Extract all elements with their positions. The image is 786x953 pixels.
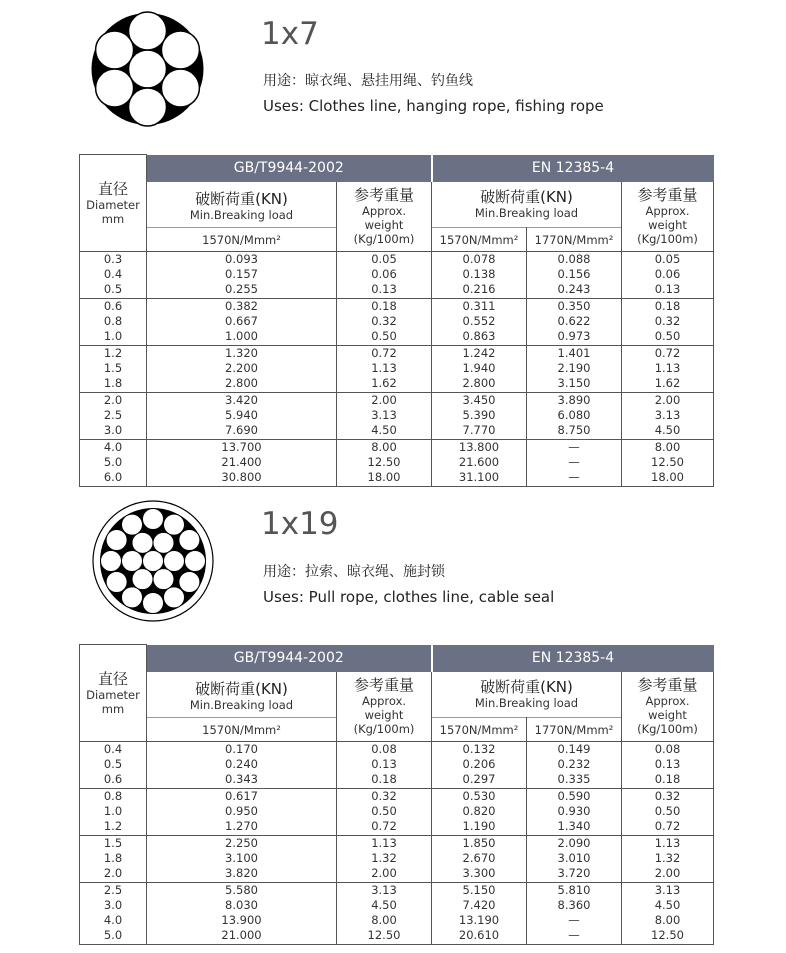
wire	[164, 514, 185, 535]
diameter-value: 0.6	[103, 299, 123, 313]
en-weight-cell	[622, 883, 714, 945]
gb-breaking-load-value: 0.240	[225, 757, 258, 771]
breaking-load-cn: 破断荷重(KN)	[480, 187, 573, 206]
en-breaking-load-1570-value: 1.850	[462, 836, 496, 850]
gb-breaking-load-value: 1.320	[225, 346, 258, 360]
en-weight-value: 0.72	[654, 819, 681, 833]
weight-unit: (Kg/100m)	[353, 231, 415, 246]
gb-breaking-load-value: 2.200	[225, 361, 258, 375]
en-breaking-load-1570-value: 0.132	[462, 742, 496, 756]
en-weight-value: 0.50	[654, 804, 681, 818]
gb-weight-value: 4.50	[371, 898, 397, 912]
en-breaking-load-1770-value: 2.190	[557, 361, 591, 375]
diameter-value: 1.8	[103, 851, 123, 865]
en-breaking-load-1770-value: 0.350	[557, 299, 591, 313]
diameter-value: 0.6	[103, 772, 123, 786]
weight-unit: (Kg/100m)	[637, 231, 698, 246]
wire	[153, 532, 174, 553]
gb-breaking-load-value: 3.420	[225, 393, 258, 407]
weight-en1: Approx.	[645, 203, 690, 218]
gb-weight-value: 12.50	[367, 455, 401, 469]
en-weight-header	[622, 672, 714, 742]
wire	[179, 572, 200, 593]
en-breaking-load-1770-cell	[527, 883, 622, 945]
gb-weight-value: 0.32	[371, 314, 397, 328]
gb-weight-value: 0.18	[371, 772, 397, 786]
en-breaking-load-1770-value: 8.750	[557, 423, 591, 437]
gb-breaking-load-value: 30.800	[221, 470, 262, 484]
gb-weight-value: 1.13	[371, 836, 397, 850]
en-breaking-load-1570-value: 7.420	[462, 898, 496, 912]
en-weight-value: 0.13	[654, 282, 681, 296]
en-breaking-load-1570-value: 0.206	[462, 757, 496, 771]
weight-en2: weight	[648, 707, 687, 722]
breaking-load-en: Min.Breaking load	[189, 207, 294, 222]
en-breaking-load-1570-value: 0.078	[462, 252, 496, 266]
gb-weight-value: 2.00	[371, 866, 397, 880]
en-breaking-load-1570-value: 5.150	[462, 883, 496, 897]
diameter-value: 3.0	[103, 423, 123, 437]
gb-weight-value: 8.00	[371, 913, 397, 927]
weight-en1: Approx.	[361, 693, 407, 708]
standard-gb: GB/T9944-2002	[147, 645, 432, 672]
gb-grade-1570: 1570N/Mmm²	[147, 228, 337, 252]
diameter-value: 1.2	[103, 819, 123, 833]
wire	[185, 551, 206, 572]
en-weight-value: 12.50	[651, 455, 684, 469]
en-weight-value: 0.18	[654, 299, 681, 313]
wire	[143, 593, 164, 614]
uses-english: Uses: Clothes line, hanging rope, fishing rope	[263, 97, 604, 115]
en-breaking-load-1570-value: 13.190	[458, 913, 500, 927]
en-grade-1770: 1770N/Mmm²	[527, 228, 622, 252]
en-grade-1570: 1570N/Mmm²	[432, 718, 527, 742]
table-row-group	[80, 883, 714, 945]
en-weight-value: 3.13	[654, 883, 681, 897]
gb-weight-cell	[337, 789, 432, 836]
wire	[132, 569, 153, 590]
en-breaking-load-1570-value: 1.242	[462, 346, 496, 360]
en-breaking-load-1770-value: 0.590	[557, 789, 591, 803]
gb-breaking-load-value: 0.950	[225, 804, 258, 818]
diameter-value: 0.5	[103, 282, 123, 296]
gb-weight-value: 0.13	[371, 757, 397, 771]
standard-en: EN 12385-4	[432, 155, 714, 182]
gb-weight-value: 2.00	[371, 393, 397, 407]
wire	[122, 551, 143, 572]
en-breaking-load-1570-value: 3.300	[462, 866, 496, 880]
diameter-value: 0.8	[103, 789, 123, 803]
en-breaking-load-1770-cell	[527, 742, 622, 789]
weight-en1: Approx.	[361, 203, 407, 218]
diameter-value: 1.0	[103, 329, 123, 343]
en-weight-cell	[622, 836, 714, 883]
en-breaking-load-1770-value: 1.340	[557, 819, 591, 833]
diameter-value: 3.0	[103, 898, 123, 912]
en-weight-value: 1.13	[654, 836, 681, 850]
standard-en: EN 12385-4	[432, 645, 714, 672]
en-breaking-load-1570-cell	[432, 836, 527, 883]
diameter-value: 5.0	[103, 928, 123, 942]
gb-breaking-load-cell	[147, 883, 337, 945]
gb-breaking-load-value: 8.030	[225, 898, 258, 912]
gb-weight-value: 0.05	[371, 252, 397, 266]
gb-breaking-load-cell	[147, 789, 337, 836]
en-breaking-load-1770-value: 3.720	[557, 866, 591, 880]
en-breaking-load-1770-value: 6.080	[557, 408, 591, 422]
en-breaking-load-1770-value: 0.232	[557, 757, 591, 771]
gb-weight-value: 1.13	[371, 361, 397, 375]
en-weight-value: 12.50	[651, 928, 684, 942]
gb-weight-header	[337, 672, 432, 742]
uses-english: Uses: Pull rope, clothes line, cable seal	[263, 588, 555, 606]
en-breaking-load-1570-value: 13.800	[458, 440, 500, 454]
diameter-value: 0.3	[103, 252, 123, 266]
diameter-value: 4.0	[103, 913, 123, 927]
gb-breaking-load-cell	[147, 836, 337, 883]
en-weight-value: 8.00	[654, 913, 681, 927]
gb-weight-value: 0.50	[371, 804, 397, 818]
breaking-load-cn: 破断荷重(KN)	[480, 677, 573, 696]
weight-unit: (Kg/100m)	[637, 721, 698, 736]
en-breaking-load-1770-value: 2.090	[557, 836, 591, 850]
gb-breaking-load-value: 21.400	[221, 455, 262, 469]
breaking-load-cn: 破断荷重(KN)	[195, 679, 288, 698]
en-breaking-load-1570-value: 21.600	[458, 455, 500, 469]
en-breaking-load-1770-value: 0.973	[557, 329, 591, 343]
en-breaking-load-1570-value: 0.820	[462, 804, 496, 818]
en-weight-value: 0.08	[654, 742, 681, 756]
gb-weight-value: 3.13	[371, 883, 397, 897]
breaking-load-en: Min.Breaking load	[189, 697, 294, 712]
gb-weight-value: 0.08	[371, 742, 397, 756]
en-breaking-load-1770-value: 3.890	[557, 393, 591, 407]
wire	[122, 587, 143, 608]
en-breaking-load-1770-value: —	[568, 913, 580, 927]
diameter-value: 2.5	[103, 883, 123, 897]
en-weight-value: 0.72	[654, 346, 681, 360]
en-breaking-load-1570-value: 0.552	[462, 314, 496, 328]
en-weight-value: 1.32	[654, 851, 681, 865]
en-weight-value: 3.13	[654, 408, 681, 422]
diameter-cn: 直径	[97, 669, 128, 688]
en-breaking-load-1570-value: 20.610	[458, 928, 500, 942]
en-breaking-load-1770-value: 0.088	[557, 252, 591, 266]
en-breaking-load-1770-cell	[527, 836, 622, 883]
gb-breaking-load-value: 7.690	[225, 423, 258, 437]
en-breaking-load-1770-value: —	[568, 455, 580, 469]
section-title: 1x7	[261, 16, 319, 52]
en-weight-value: 0.05	[654, 252, 681, 266]
gb-breaking-load-value: 0.255	[225, 282, 258, 296]
gb-breaking-load-value: 0.343	[225, 772, 258, 786]
table-row-group	[80, 836, 714, 883]
diameter-value: 1.0	[103, 804, 123, 818]
diameter-en: Diameter	[86, 687, 140, 702]
gb-breaking-load-value: 0.667	[225, 314, 258, 328]
wire	[164, 551, 185, 572]
gb-breaking-load-value: 2.250	[225, 836, 258, 850]
gb-breaking-load-value: 5.940	[225, 408, 258, 422]
en-breaking-load-1770-value: 0.149	[557, 742, 591, 756]
gb-breaking-load-value: 0.093	[225, 252, 258, 266]
en-weight-value: 2.00	[654, 393, 681, 407]
diameter-cell	[80, 789, 147, 836]
en-breaking-load-1570-value: 1.940	[462, 361, 496, 375]
en-breaking-load-1570-value: 31.100	[458, 470, 500, 484]
wire	[179, 530, 200, 551]
en-breaking-load-1770-cell	[527, 789, 622, 836]
weight-en1: Approx.	[645, 693, 690, 708]
gb-breaking-load-value: 5.580	[225, 883, 258, 897]
gb-weight-value: 18.00	[367, 470, 401, 484]
gb-breaking-load-value: 3.820	[225, 866, 258, 880]
en-weight-cell	[622, 742, 714, 789]
diameter-cn: 直径	[97, 179, 128, 198]
diameter-value: 1.5	[103, 361, 123, 375]
gb-weight-value: 0.06	[371, 267, 397, 281]
breaking-load-en: Min.Breaking load	[474, 695, 579, 710]
uses-chinese: 用途：晾衣绳、悬挂用绳、钓鱼线	[263, 73, 473, 89]
en-grade-1570: 1570N/Mmm²	[432, 228, 527, 252]
gb-breaking-load-header	[147, 672, 337, 718]
diameter-value: 0.4	[103, 267, 123, 281]
en-breaking-load-1770-value: —	[568, 470, 580, 484]
gb-breaking-load-value: 1.000	[225, 329, 258, 343]
wire	[153, 569, 174, 590]
section-title: 1x19	[261, 506, 339, 542]
en-breaking-load-1770-value: 0.930	[557, 804, 591, 818]
en-breaking-load-1770-value: 0.622	[557, 314, 591, 328]
en-weight-value: 0.18	[654, 772, 681, 786]
strand-1x19-diagram	[92, 500, 214, 622]
gb-breaking-load-value: 13.700	[221, 440, 262, 454]
en-breaking-load-header	[432, 672, 622, 718]
en-breaking-load-1570-value: 0.138	[462, 267, 496, 281]
gb-breaking-load-value: 1.270	[225, 819, 258, 833]
en-breaking-load-1570-value: 1.190	[462, 819, 496, 833]
en-weight-value: 0.06	[654, 267, 681, 281]
diameter-header	[80, 645, 147, 742]
en-weight-value: 18.00	[651, 470, 684, 484]
gb-breaking-load-cell	[147, 742, 337, 789]
en-breaking-load-1570-value: 5.390	[462, 408, 496, 422]
diameter-cell	[80, 883, 147, 945]
weight-cn: 参考重量	[353, 185, 414, 204]
wire	[143, 509, 164, 530]
diameter-value: 2.5	[103, 408, 123, 422]
gb-breaking-load-value: 0.157	[225, 267, 258, 281]
breaking-load-en: Min.Breaking load	[474, 205, 579, 220]
en-breaking-load-1570-cell	[432, 883, 527, 945]
en-breaking-load-1570-value: 2.800	[462, 376, 496, 390]
en-breaking-load-1570-cell	[432, 742, 527, 789]
en-breaking-load-1570-value: 0.216	[462, 282, 496, 296]
gb-weight-value: 1.32	[371, 851, 397, 865]
en-weight-value: 4.50	[654, 898, 681, 912]
weight-en2: weight	[364, 217, 404, 232]
wire	[101, 551, 122, 572]
en-breaking-load-1770-value: 1.401	[557, 346, 591, 360]
diameter-value: 4.0	[103, 440, 123, 454]
en-breaking-load-1570-value: 2.670	[462, 851, 496, 865]
weight-cn: 参考重量	[637, 675, 698, 694]
en-breaking-load-1770-value: —	[568, 440, 580, 454]
gb-weight-value: 0.50	[371, 329, 397, 343]
gb-weight-value: 0.72	[371, 346, 397, 360]
en-breaking-load-1770-value: 3.010	[557, 851, 591, 865]
gb-weight-value: 1.62	[371, 376, 397, 390]
weight-cn: 参考重量	[637, 185, 698, 204]
diameter-unit: mm	[101, 701, 125, 716]
wire	[106, 572, 127, 593]
diameter-value: 6.0	[103, 470, 123, 484]
diameter-cell	[80, 836, 147, 883]
wire	[132, 532, 153, 553]
gb-breaking-load-value: 0.170	[225, 742, 258, 756]
en-weight-value: 0.32	[654, 789, 681, 803]
diameter-cell	[80, 742, 147, 789]
gb-weight-cell	[337, 836, 432, 883]
en-breaking-load-1770-value: 3.150	[557, 376, 591, 390]
gb-weight-value: 0.32	[371, 789, 397, 803]
en-weight-value: 2.00	[654, 866, 681, 880]
gb-breaking-load-value: 21.000	[221, 928, 262, 942]
en-weight-value: 4.50	[654, 423, 681, 437]
gb-weight-cell	[337, 883, 432, 945]
table-row-group	[80, 789, 714, 836]
en-breaking-load-1570-value: 7.770	[462, 423, 496, 437]
diameter-value: 0.8	[103, 314, 123, 328]
diameter-value: 0.5	[103, 757, 123, 771]
wire	[122, 514, 143, 535]
diameter-value: 2.0	[103, 393, 123, 407]
en-grade-1770: 1770N/Mmm²	[527, 718, 622, 742]
weight-en2: weight	[364, 707, 404, 722]
gb-weight-value: 12.50	[367, 928, 401, 942]
diameter-value: 2.0	[103, 866, 123, 880]
wire	[164, 587, 185, 608]
gb-breaking-load-value: 0.382	[225, 299, 258, 313]
diameter-value: 5.0	[103, 455, 123, 469]
wire	[106, 530, 127, 551]
en-weight-cell	[622, 789, 714, 836]
en-breaking-load-1570-value: 0.530	[462, 789, 496, 803]
en-breaking-load-1770-value: 5.810	[557, 883, 591, 897]
en-weight-value: 8.00	[654, 440, 681, 454]
diameter-value: 1.2	[103, 346, 123, 360]
gb-grade-1570: 1570N/Mmm²	[147, 718, 337, 742]
gb-weight-value: 8.00	[371, 440, 397, 454]
uses-chinese: 用途：拉索、晾衣绳、施封锁	[263, 564, 445, 580]
en-breaking-load-1770-value: 8.360	[557, 898, 591, 912]
diameter-en: Diameter	[86, 197, 140, 212]
breaking-load-cn: 破断荷重(KN)	[195, 189, 288, 208]
gb-weight-value: 0.72	[371, 819, 397, 833]
gb-breaking-load-value: 3.100	[225, 851, 258, 865]
gb-weight-value: 4.50	[371, 423, 397, 437]
gb-weight-cell	[337, 742, 432, 789]
weight-unit: (Kg/100m)	[353, 721, 415, 736]
table-row-group	[80, 742, 714, 789]
en-weight-value: 0.32	[654, 314, 681, 328]
gb-breaking-load-value: 2.800	[225, 376, 258, 390]
wire	[143, 551, 164, 572]
en-breaking-load-1570-value: 0.863	[462, 329, 496, 343]
diameter-unit: mm	[101, 211, 125, 226]
gb-breaking-load-value: 13.900	[221, 913, 262, 927]
en-breaking-load-1770-value: 0.156	[557, 267, 591, 281]
en-weight-value: 0.13	[654, 757, 681, 771]
en-breaking-load-1570-value: 0.311	[462, 299, 496, 313]
en-weight-value: 0.50	[654, 329, 681, 343]
gb-breaking-load-value: 0.617	[225, 789, 258, 803]
weight-cn: 参考重量	[353, 675, 414, 694]
gb-weight-value: 0.13	[371, 282, 397, 296]
en-breaking-load-1770-value: 0.335	[557, 772, 591, 786]
en-breaking-load-1770-value: 0.243	[557, 282, 591, 296]
weight-en2: weight	[648, 217, 687, 232]
en-breaking-load-1570-cell	[432, 789, 527, 836]
en-breaking-load-1770-value: —	[568, 928, 580, 942]
en-weight-value: 1.62	[654, 376, 681, 390]
diameter-value: 1.5	[103, 836, 123, 850]
gb-weight-value: 3.13	[371, 408, 397, 422]
diameter-value: 1.8	[103, 376, 123, 390]
diameter-value: 0.4	[103, 742, 123, 756]
en-breaking-load-1570-value: 3.450	[462, 393, 496, 407]
gb-weight-value: 0.18	[371, 299, 397, 313]
spec-table-1x19	[79, 644, 714, 945]
en-weight-value: 1.13	[654, 361, 681, 375]
standard-gb: GB/T9944-2002	[147, 155, 432, 182]
en-breaking-load-1570-value: 0.297	[462, 772, 496, 786]
